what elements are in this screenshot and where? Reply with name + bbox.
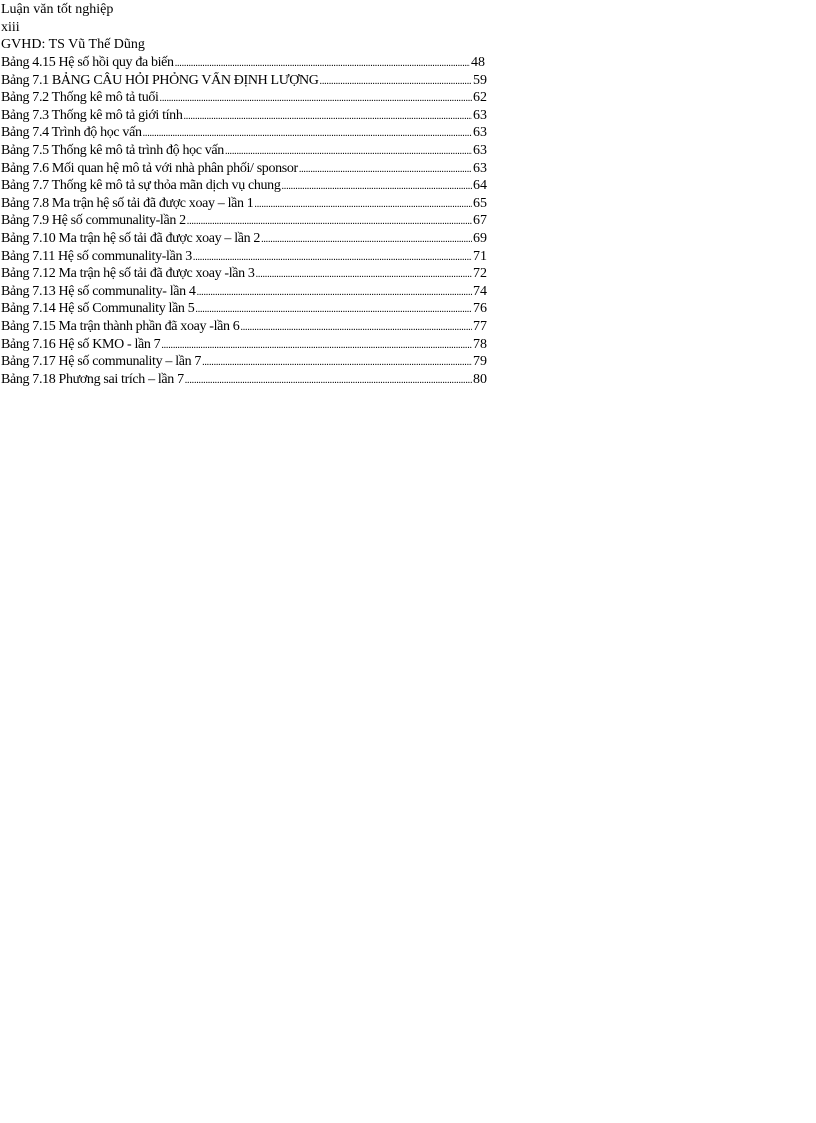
toc-entry-label: Bảng 7.13 Hệ số communality- lần 4 <box>1 283 196 299</box>
toc-entry-page-number: 64 <box>473 178 487 194</box>
dot-leader <box>254 196 472 213</box>
toc-entry-label: Bảng 7.5 Thống kê mô tả trình độ học vấn <box>1 142 224 158</box>
dot-leader <box>281 178 472 195</box>
dot-leader <box>240 319 472 336</box>
dot-leader <box>175 55 470 72</box>
dot-leader <box>187 213 472 230</box>
toc-entry <box>1 353 489 371</box>
toc-entry <box>1 265 489 283</box>
advisor-line: GVHD: TS Vũ Thế Dũng <box>1 37 145 53</box>
toc-entry-page-number: 74 <box>473 283 487 299</box>
toc-entry-page-number: 65 <box>473 195 487 211</box>
toc-entry <box>1 336 489 354</box>
dot-leader <box>299 161 472 178</box>
toc-entry-page-number: 63 <box>473 125 487 141</box>
toc-entry-label: Bảng 7.11 Hệ số communality-lần 3 <box>1 248 192 264</box>
dot-leader <box>185 372 472 389</box>
document-title: Luận văn tốt nghiệp <box>1 2 114 17</box>
dot-leader <box>183 108 472 125</box>
table-of-contents-list <box>1 54 489 388</box>
page-number-label: xiii <box>1 19 20 35</box>
toc-entry-page-number: 71 <box>473 248 487 264</box>
toc-entry-page-number: 62 <box>473 90 487 106</box>
toc-entry-label: Bảng 7.15 Ma trận thành phần đã xoay -lần 6 <box>1 318 240 334</box>
toc-entry-label: Bảng 7.12 Ma trận hệ số tải đã được xoay -lần 3 <box>1 266 255 282</box>
dot-leader <box>320 73 472 90</box>
toc-entry-label: Bảng 7.18 Phương sai trích – lần 7 <box>1 371 184 387</box>
toc-entry <box>1 54 489 72</box>
toc-entry-label: Bảng 7.14 Hệ số Communality lần 5 <box>1 301 195 317</box>
dot-leader <box>161 337 472 354</box>
dot-leader <box>195 301 472 318</box>
dot-leader <box>193 249 472 266</box>
toc-entry-page-number: 77 <box>473 318 487 334</box>
toc-entry-label: Bảng 7.2 Thống kê mô tả tuổi <box>1 90 159 106</box>
toc-entry-label: Bảng 7.4 Trình độ học vấn <box>1 125 142 141</box>
dot-leader <box>261 231 472 248</box>
toc-entry <box>1 72 489 90</box>
toc-entry-page-number: 79 <box>473 354 487 370</box>
toc-entry-page-number: 48 <box>471 55 485 70</box>
toc-entry <box>1 283 489 301</box>
toc-entry <box>1 318 489 336</box>
toc-entry <box>1 107 489 125</box>
toc-entry-page-number: 69 <box>473 230 487 246</box>
toc-entry <box>1 160 489 178</box>
toc-entry-page-number: 63 <box>473 107 487 123</box>
dot-leader <box>143 125 472 142</box>
toc-entry <box>1 230 489 248</box>
toc-entry-page-number: 78 <box>473 336 487 352</box>
toc-entry-label: Bảng 7.17 Hệ số communality – lần 7 <box>1 354 202 370</box>
toc-entry-label: Bảng 7.8 Ma trận hệ số tải đã được xoay – lần 1 <box>1 195 254 211</box>
toc-entry <box>1 195 489 213</box>
toc-entry <box>1 89 489 107</box>
toc-entry <box>1 124 489 142</box>
toc-entry <box>1 371 489 389</box>
dot-leader <box>197 284 472 301</box>
toc-entry-label: Bảng 7.6 Mối quan hệ mô tả với nhà phân phối/ sponsor <box>1 160 298 176</box>
toc-entry-page-number: 63 <box>473 160 487 176</box>
dot-leader <box>225 143 472 160</box>
toc-entry <box>1 300 489 318</box>
toc-entry-label: Bảng 7.1 BẢNG CÂU HỎI PHỎNG VẤN ĐỊNH LƯỢNG <box>1 72 319 88</box>
page-header <box>1 1 145 54</box>
toc-entry-label: Bảng 7.3 Thống kê mô tả giới tính <box>1 107 183 123</box>
toc-entry-label: Bảng 7.16 Hệ số KMO - lần 7 <box>1 336 161 352</box>
toc-entry-page-number: 67 <box>473 213 487 229</box>
toc-entry-label: Bảng 7.10 Ma trận hệ số tải đã được xoay – lần 2 <box>1 230 261 246</box>
dot-leader <box>160 90 472 107</box>
toc-entry-page-number: 63 <box>473 142 487 158</box>
dot-leader <box>256 266 472 283</box>
toc-entry <box>1 177 489 195</box>
toc-entry <box>1 142 489 160</box>
toc-entry-page-number: 76 <box>473 301 487 317</box>
toc-entry-page-number: 59 <box>473 72 487 88</box>
toc-entry-page-number: 72 <box>473 266 487 282</box>
toc-entry-page-number: 80 <box>473 371 487 387</box>
toc-entry <box>1 212 489 230</box>
toc-entry <box>1 248 489 266</box>
toc-entry-label: Bảng 7.9 Hệ số communality-lần 2 <box>1 213 186 229</box>
toc-entry-label: Bảng 7.7 Thống kê mô tả sự thỏa mãn dịch vụ chung <box>1 178 281 194</box>
toc-entry-label: Bảng 4.15 Hệ số hồi quy đa biến <box>1 55 174 70</box>
dot-leader <box>202 354 472 371</box>
